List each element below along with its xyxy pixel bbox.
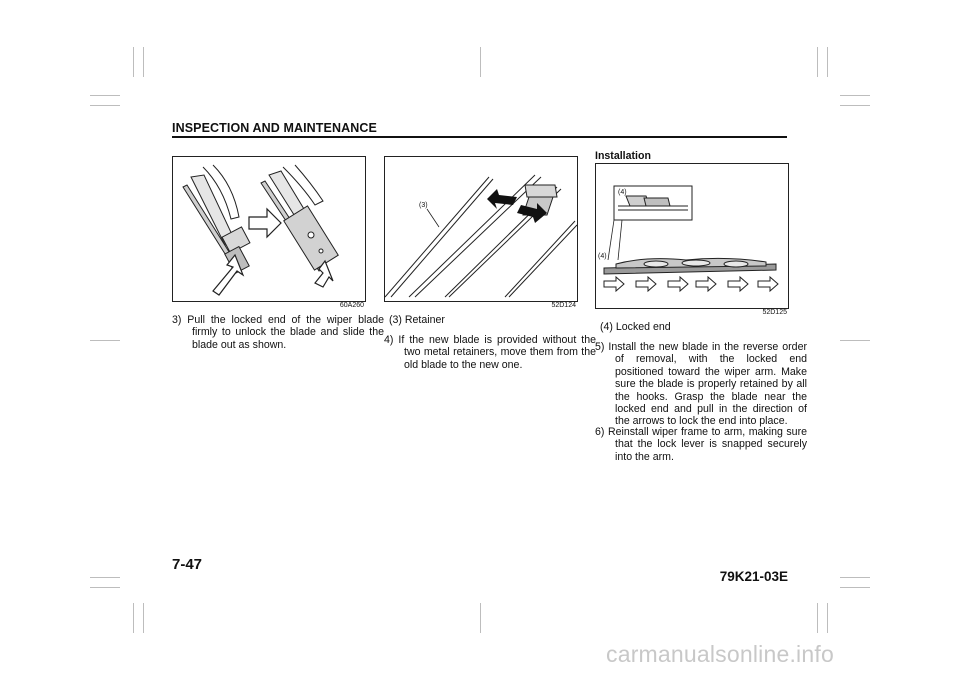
installation-heading: Installation [595, 150, 651, 162]
callout-label-4-top: (4) [618, 189, 627, 196]
step-5: 5) Install the new blade in the reverse order of removal, with the locked end positioned toward the wiper arm. Make sure the blade is properly retained by all the hooks. Grasp the blade near the locked end and pull in the direction of the arrows to lock the end into place. [595, 341, 807, 428]
callout-label-3: (3) [419, 202, 428, 209]
retainer-illustration [385, 157, 577, 301]
figure-installation [595, 163, 789, 309]
callout-line [427, 209, 439, 227]
header-rule [172, 136, 787, 138]
watermark: carmanualsonline.info [606, 641, 834, 667]
figure-code: 52D125 [762, 309, 787, 316]
blade-removal-illustration [173, 157, 365, 301]
installation-illustration [596, 164, 788, 308]
document-code: 79K21-03E [719, 569, 788, 584]
figure-retainer [384, 156, 578, 302]
step-6: 6) Reinstall wiper frame to arm, making sure that the lock lever is snapped securely into the arm. [595, 426, 807, 463]
figure-blade-removal [172, 156, 366, 302]
legend-retainer: (3) Retainer [389, 314, 445, 326]
page-number: 7-47 [172, 556, 203, 573]
step-4: 4) If the new blade is provided without the two metal retainers, move them from the old blade to the new one. [384, 334, 596, 371]
callout-label-4-left: (4) [598, 253, 607, 260]
legend-locked-end: (4) Locked end [600, 321, 671, 333]
figure-code: 52D124 [551, 302, 576, 309]
section-title: INSPECTION AND MAINTENANCE [172, 121, 377, 135]
figure-code: 60A260 [339, 302, 364, 309]
step-3: 3) Pull the locked end of the wiper blade firmly to unlock the blade and slide the blade out as shown. [172, 314, 384, 351]
